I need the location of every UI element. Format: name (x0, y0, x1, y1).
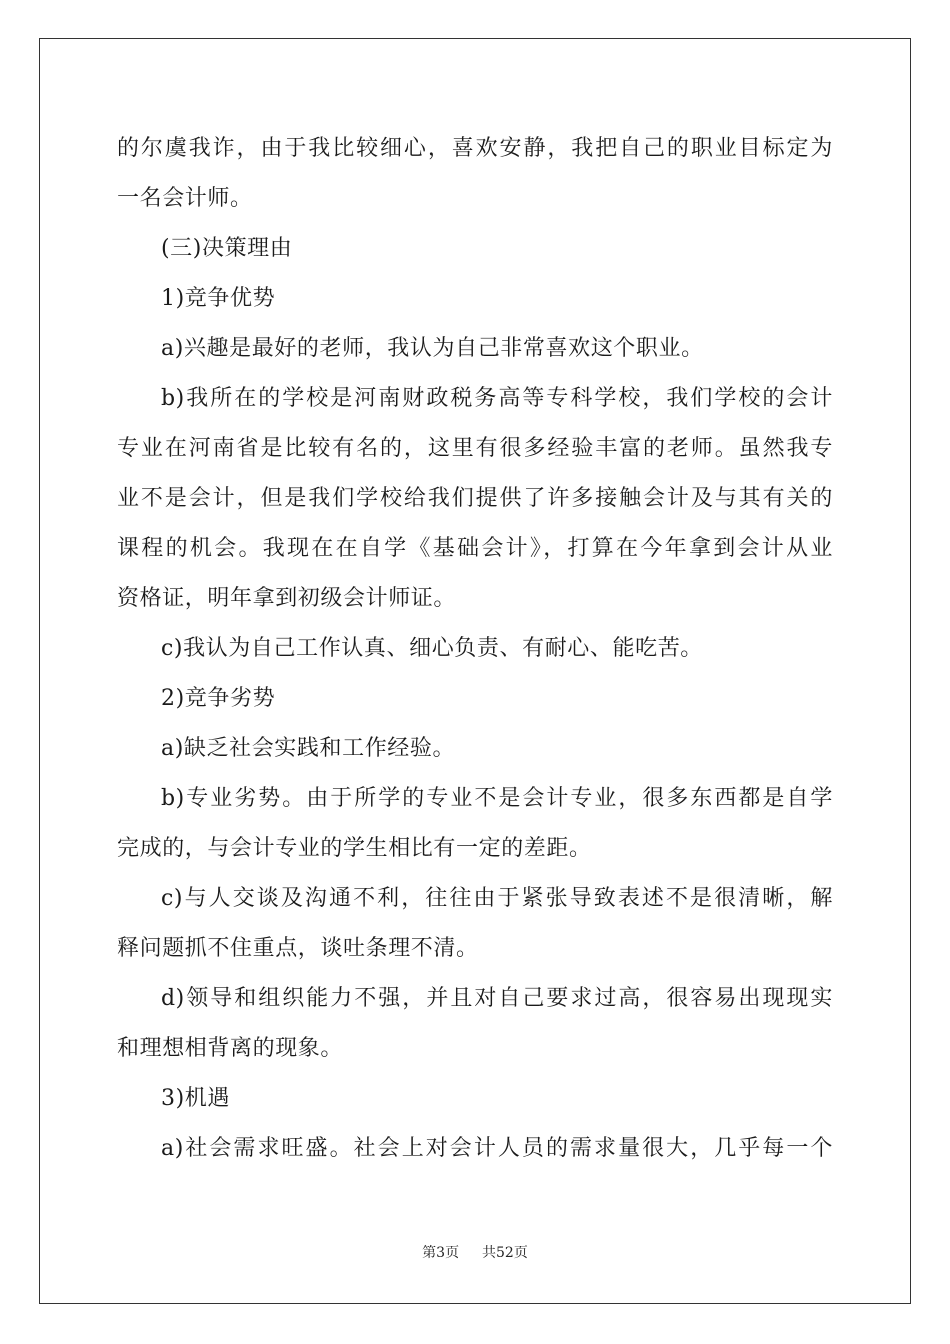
text-line: a)社会需求旺盛。社会上对会计人员的需求量很大，几乎每一个 (161, 1136, 833, 1161)
text-line: 2)竞争劣势 (161, 686, 276, 711)
text-line: 1)竞争优势 (161, 286, 276, 311)
text-line: 课程的机会。我现在在自学《基础会计》，打算在今年拿到会计从业 (117, 536, 833, 561)
text-line: (三)决策理由 (161, 236, 293, 261)
text-line: 资格证，明年拿到初级会计师证。 (117, 586, 457, 611)
text-line: c)我认为自己工作认真、细心负责、有耐心、能吃苦。 (161, 636, 703, 661)
text-line: 业不是会计，但是我们学校给我们提供了许多接触会计及与其有关的 (117, 486, 833, 511)
text-line: a)兴趣是最好的老师，我认为自己非常喜欢这个职业。 (161, 336, 704, 361)
text-line: 完成的，与会计专业的学生相比有一定的差距。 (117, 836, 592, 861)
text-line: c)与人交谈及沟通不利，往往由于紧张导致表述不是很清晰，解 (161, 886, 833, 911)
text-line: 专业在河南省是比较有名的，这里有很多经验丰富的老师。虽然我专 (117, 436, 833, 461)
page-number: 第3页 (422, 1245, 460, 1261)
text-line: b)专业劣势。由于所学的专业不是会计专业，很多东西都是自学 (161, 786, 833, 811)
page-total: 共52页 (482, 1245, 528, 1261)
text-line: 释问题抓不住重点，谈吐条理不清。 (117, 936, 479, 961)
page-footer (0, 1243, 950, 1263)
document-body (117, 124, 833, 1174)
text-line: 和理想相背离的现象。 (117, 1036, 344, 1061)
text-line: 3)机遇 (161, 1086, 230, 1111)
text-line: 的尔虞我诈，由于我比较细心，喜欢安静，我把自己的职业目标定为 (117, 136, 833, 161)
text-line: 一名会计师。 (117, 186, 253, 211)
text-line: a)缺乏社会实践和工作经验。 (161, 736, 456, 761)
text-line: d)领导和组织能力不强，并且对自己要求过高，很容易出现现实 (161, 986, 833, 1011)
text-line: b)我所在的学校是河南财政税务高等专科学校，我们学校的会计 (161, 386, 833, 411)
